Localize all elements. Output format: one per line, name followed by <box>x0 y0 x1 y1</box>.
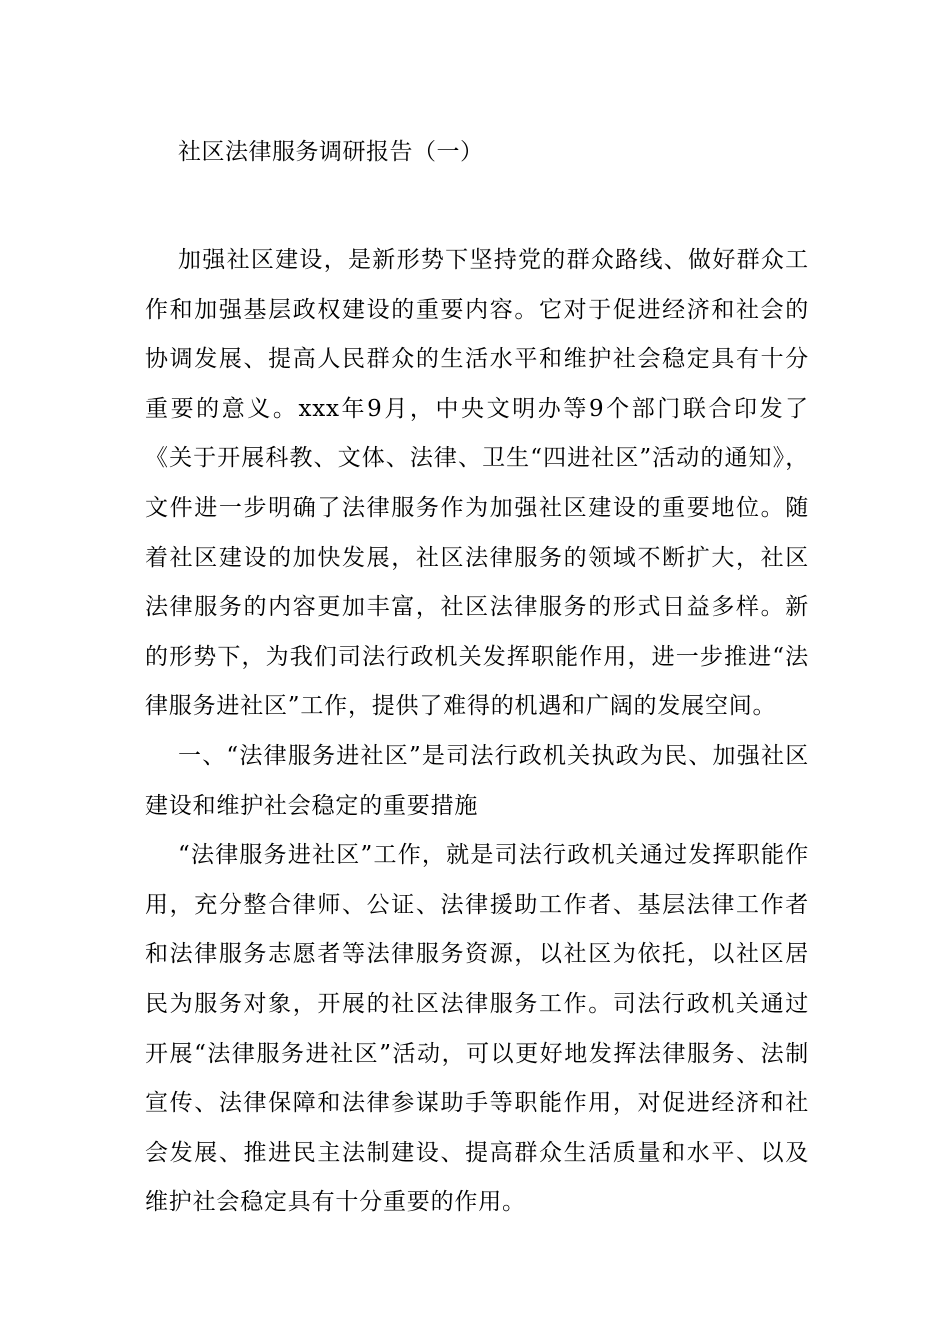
paragraph-section-heading: 一、“法律服务进社区”是司法行政机关执政为民、加强社区建设和维护社会稳定的重要措施 <box>145 742 809 819</box>
paragraph-section-body: “法律服务进社区”工作，就是司法行政机关通过发挥职能作用，充分整合律师、公证、法律援助工作者、基层法律工作者和法律服务志愿者等法律服务资源，以社区为依托，以社区居民为服务对象，开展的社区法律服务工作。司法行政机关通过开展“法律服务进社区”活动，可以更好地发挥法律服务、法制宣传、法律保障和法律参谋助手等职能作用，对促进经济和社会发展、推进民主法制建设、提高群众生活质量和水平、以及维护社会稳定具有十分重要的作用。 <box>145 842 809 1216</box>
document-body <box>145 236 809 1228</box>
document-title: 社区法律服务调研报告（一） <box>178 139 484 165</box>
paragraph-intro: 加强社区建设，是新形势下坚持党的群众路线、做好群众工作和加强基层政权建设的重要内容。它对于促进经济和社会的协调发展、提高人民群众的生活水平和维护社会稳定具有十分重要的意义。xxx年9月，中央文明办等9个部门联合印发了《关于开展科教、文体、法律、卫生“四进社区”活动的通知》，文件进一步明确了法律服务作为加强社区建设的重要地位。随着社区建设的加快发展，社区法律服务的领域不断扩大，社区法律服务的内容更加丰富，社区法律服务的形式日益多样。新的形势下，为我们司法行政机关发挥职能作用，进一步推进“法律服务进社区”工作，提供了难得的机遇和广阔的发展空间。 <box>145 247 809 720</box>
